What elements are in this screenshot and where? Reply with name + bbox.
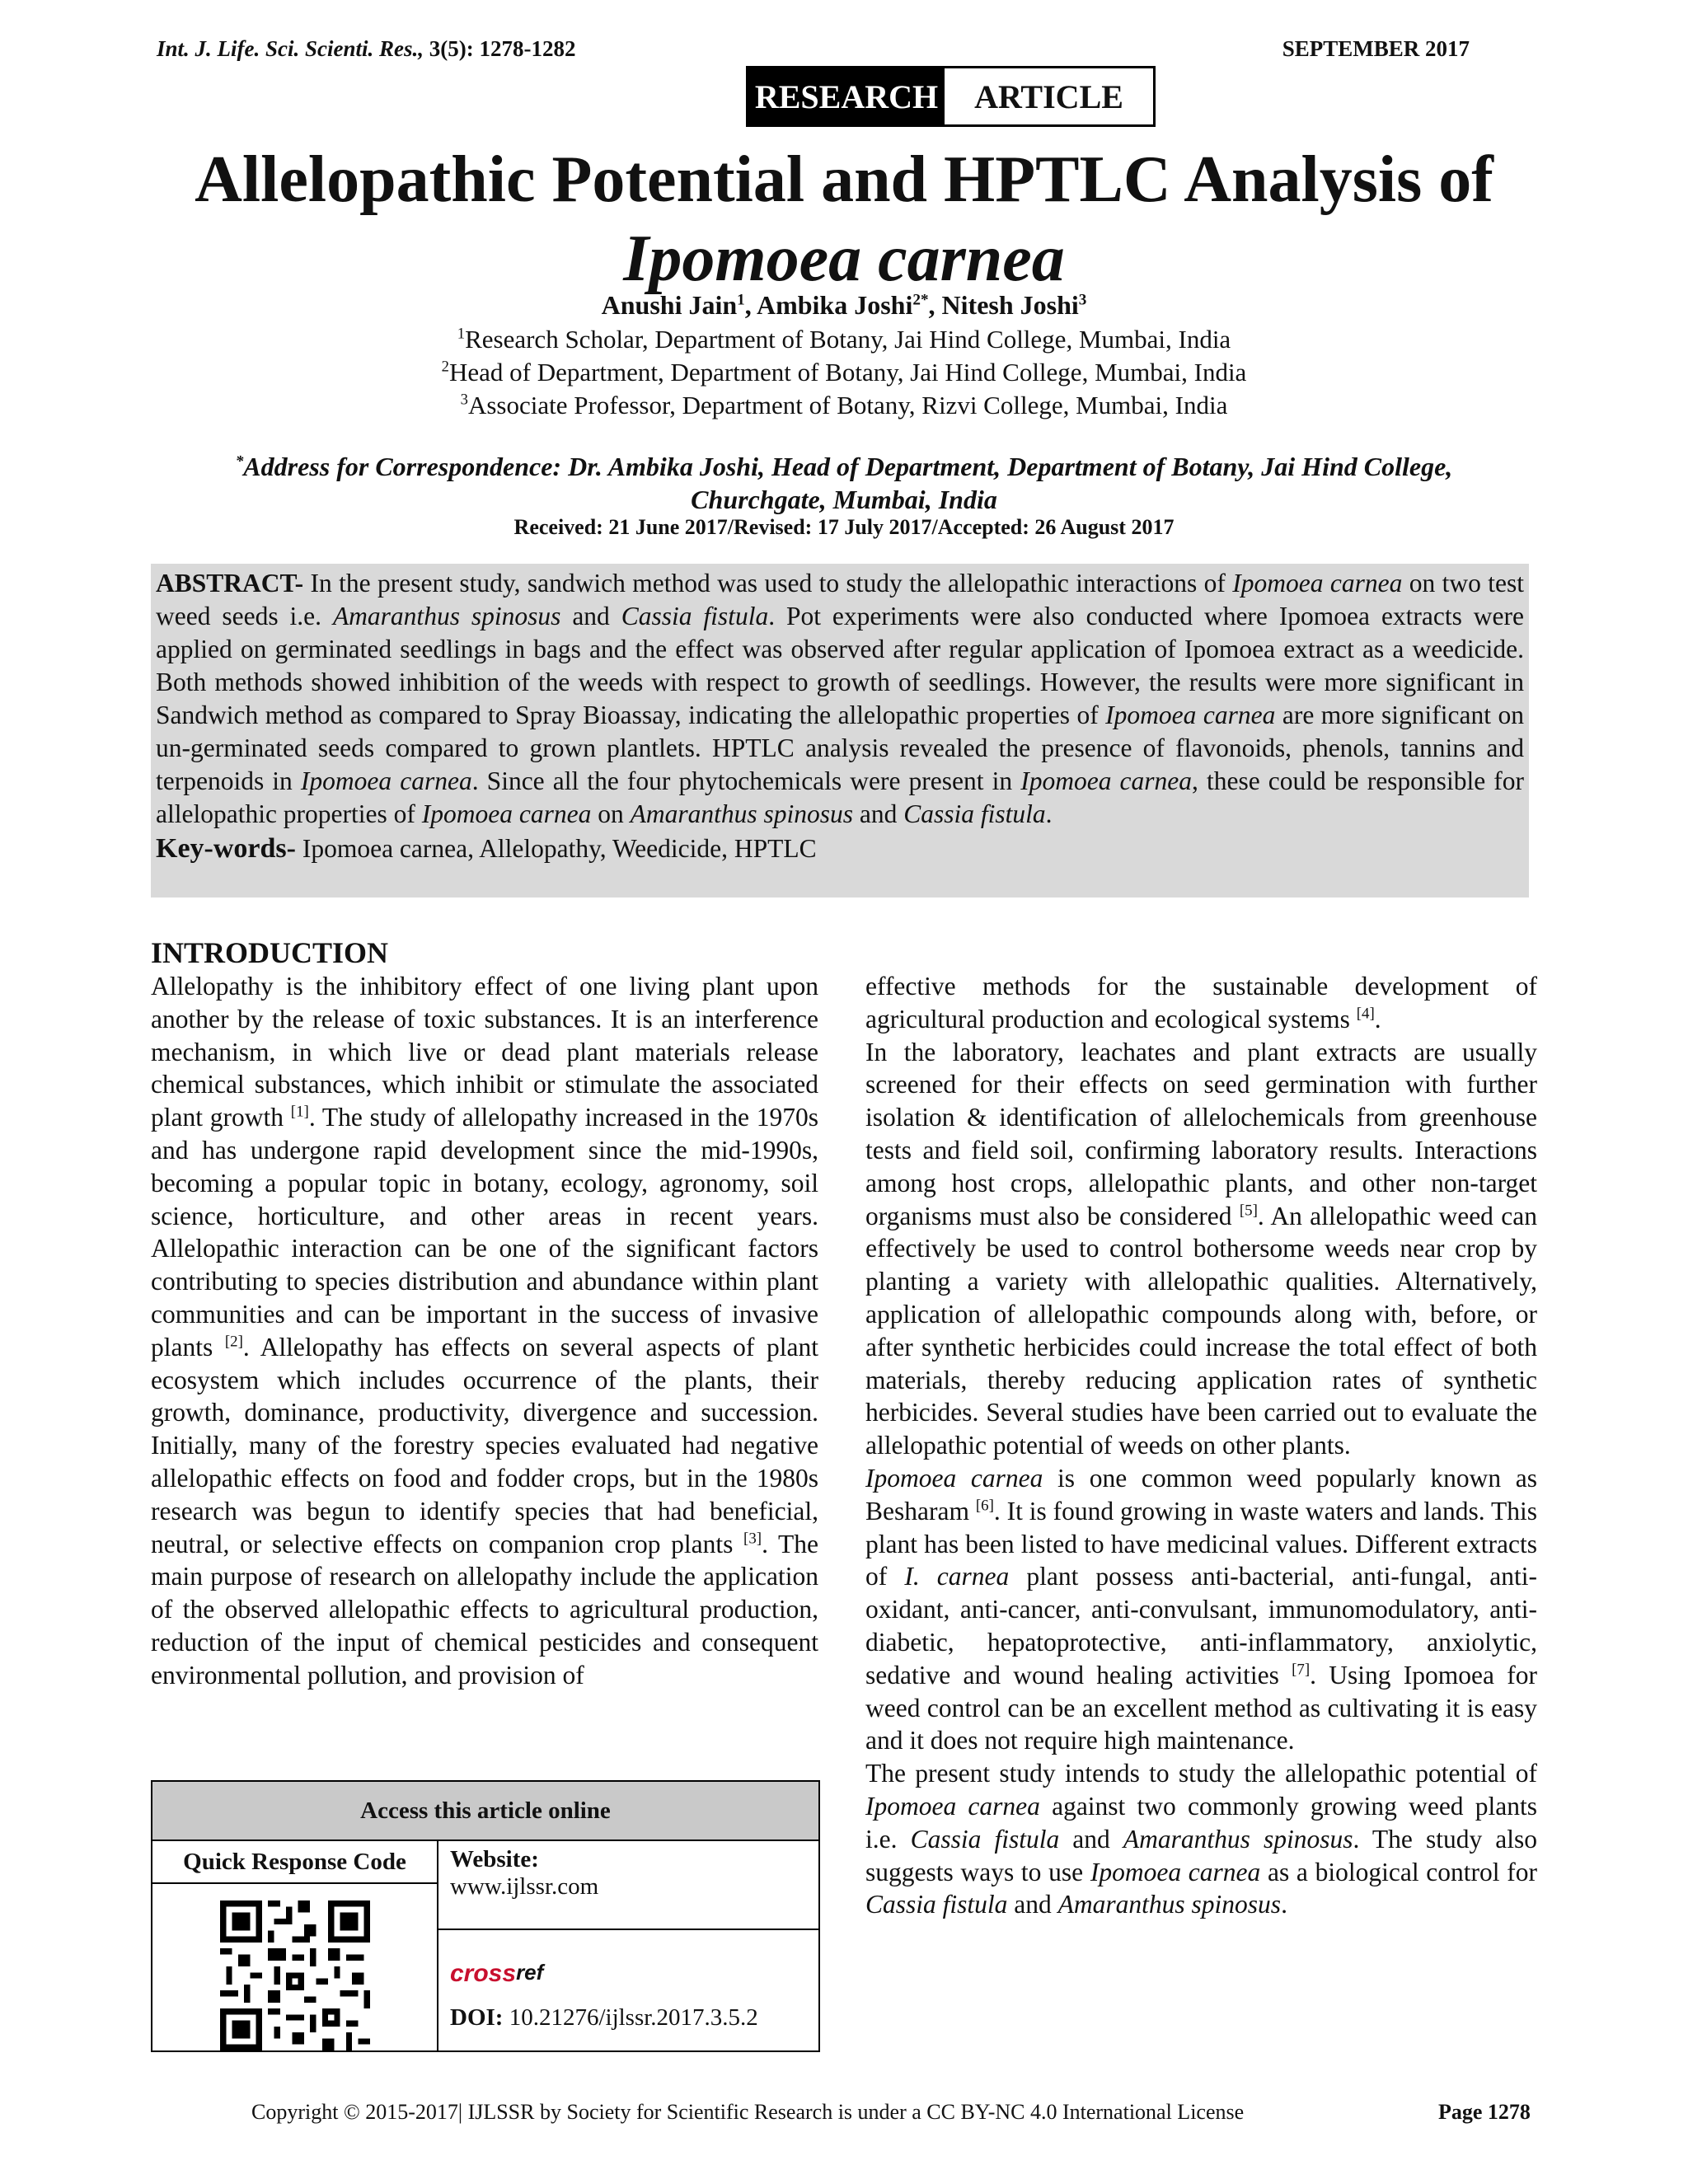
paper-title [132,140,1556,298]
correspondence-sup: * [235,452,244,471]
title-line-1: Allelopathic Potential and HPTLC Analysis of [195,143,1493,216]
abstract-text: ABSTRACT- In the present study, sandwich method was used to study the allelopathic interactions of Ipomoea carnea on two test weed seeds i.e. Amaranthus spinosus and Cassia fistula. Pot experiments were also conducted where Ipomoea extracts were applied on germinated seedlings in bags and the effect was observed after regular application of Ipomoea extract as a weedicide. Both methods showed inhibition of the weeds with respect to growth of seedlings. However, the results were more significant in Sandwich method as compared to Spray Bioassay, indicating the allelopathic properties of Ipomoea carnea are more significant on un-germinated seeds compared to grown plantlets. HPTLC analysis revealed the presence of flavonoids, phenols, tannins and terpenoids in Ipomoea carnea. Since all the four phytochemicals were present in Ipomoea carnea, these could be responsible for allelopathic properties of Ipomoea carnea on Amaranthus spinosus and Cassia fistula. [156,569,1525,828]
qr-code-icon[interactable] [220,1900,370,2050]
author-name: Ambika Joshi [756,290,913,320]
journal-volume: 3(5): 1278-1282 [429,36,576,61]
qr-label: Quick Response Code [152,1841,437,1884]
abstract-box [151,564,1529,898]
submission-dates: Received: 21 June 2017/Revised: 17 July 2017/Accepted: 26 August 2017 [513,515,1175,539]
website-label: Website: [450,1846,539,1872]
intro-paragraph: In the laboratory, leachates and plant extracts are usually screened for their effects on seed germination with further isolation & identification of allelochemicals from greenhouse tests and field soil, confirming laboratory results. Interactions among host crops, allelopathic plants, and other non-target organisms must also be considered [5]. An allelopathic weed can effectively be used to control bothersome weeds near crop by planting a variety with allelopathic qualities. Alternatively, application of allelopathic compounds along with, before, or after synthetic herbicides could increase the total effect of both materials, thereby reducing application rates of synthetic herbicides. Several studies have been carried out to evaluate the allelopathic potential of weeds on other plants. [865,1037,1537,1460]
affiliation-text: Associate Professor, Department of Botany, Rizvi College, Mumbai, India [467,391,1228,419]
affiliation-sup: 1 [457,325,466,343]
citation-ref: [7] [1292,1661,1311,1679]
author-sup: 1 [737,291,745,309]
correspondence-line-1: Address for Correspondence: Dr. Ambika Joshi, Head of Department, Department of Botany, Jai Hind College, [243,452,1453,481]
intro-left-column [151,935,818,1692]
intro-paragraph: The present study intends to study the allelopathic potential of Ipomoea carnea against two commonly growing weed plants i.e. Cassia fistula and Amaranthus spinosus. The study also suggests ways to use Ipomoea carnea as a biological control for Cassia fistula and Amaranthus spinosus. [865,1759,1538,1919]
keywords [156,832,1524,865]
citation-ref: [1] [290,1103,309,1121]
journal-citation [157,36,575,62]
access-online-box [151,1780,820,2052]
intro-right-column [865,970,1537,1921]
affiliation [132,325,1556,354]
intro-paragraph: Ipomoea carnea is one common weed popularly known as Besharam [6]. It is found growing in waste waters and lands. This plant has been listed to have medicinal values. Different extracts of I. carnea plant possess anti-bacterial, anti-fungal, anti-oxidant, anti-cancer, anti-convulsant, immunomodulatory, anti-diabetic, hepatoprotective, anti-inflammatory, anxiolytic, sedative and wound healing activities [7]. Using Ipomoea for weed control can be an excellent method as cultivating it is easy and it does not require high maintenance. [865,1463,1537,1755]
affiliation [132,358,1556,387]
author-sup: 3 [1078,291,1087,309]
citation-ref: [4] [1356,1005,1375,1023]
doi-line [450,2004,807,2032]
access-heading: Access this article online [152,1782,818,1841]
website-cell [438,1841,818,1930]
doi-value[interactable]: 10.21276/ijlssr.2017.3.5.2 [503,2004,758,2031]
article-type-badge [746,66,1156,127]
article-type-article: ARTICLE [974,77,1123,115]
citation-ref: [2] [224,1333,243,1351]
author-name: Nitesh Joshi [941,290,1079,320]
website-link[interactable]: www.ijlssr.com [450,1873,599,1900]
citation-ref: [6] [975,1497,994,1515]
author-name: Anushi Jain [601,290,738,320]
correspondence-line-2: Churchgate, Mumbai, India [691,485,997,514]
intro-paragraph: effective methods for the sustainable development of agricultural production and ecological systems [4]. [865,972,1537,1033]
crossref-logo-icon: crossref [450,1960,544,1987]
citation-ref: [5] [1239,1202,1258,1220]
copyright-notice: Copyright © 2015-2017| IJLSSR by Society for Scientific Research is under a CC BY-NC 4.0 International License [251,2100,1245,2124]
keywords-label: Key-words- [156,833,296,864]
correspondence-address [132,450,1556,516]
affiliation-sup: 2 [441,358,449,376]
article-type-research: RESEARCH [748,68,945,124]
author-list: Anushi Jain$^1$, Ambika Joshi$^{2*}$, Nitesh Joshi$^3$ [601,290,1087,320]
intro-paragraph: Allelopathy is the inhibitory effect of one living plant upon another by the release of toxic substances. It is an interference mechanism, in which live or dead plant materials release chemical substances, which inhibit or stimulate the associated plant growth [1]. The study of allelopathy increased in the 1970s and has undergone rapid development since the mid-1990s, becoming a popular topic in botany, ecology, agronomy, soil science, horticulture, and other areas in recent years. Allelopathic interaction can be one of the significant factors contributing to species distribution and abundance within plant communities and can be important in the success of invasive plants [2]. Allelopathy has effects on several aspects of plant ecosystem which includes occurrence of the plants, their growth, dominance, productivity, divergence and succession. Initially, many of the forestry species evaluated had negative allelopathic effects on food and fodder crops, but in the 1980s research was begun to identify species that had beneficial, neutral, or selective effects on companion crop plants [3]. The main purpose of research on allelopathy include the application of the observed allelopathic effects to agricultural production, reduction of the input of chemical pesticides and consequent environmental pollution, and provision of [151,972,818,1690]
affiliation [132,391,1556,420]
issue-date: SEPTEMBER 2017 [1282,36,1470,61]
doi-label: DOI: [450,2004,504,2031]
section-heading-introduction: INTRODUCTION [151,936,389,969]
author-sup: 2* [912,291,929,309]
affiliation-sup: 3 [460,391,468,409]
page-number: Page 1278 [1438,2100,1531,2124]
citation-ref: [3] [743,1530,762,1548]
affiliation-text: Head of Department, Department of Botany, Jai Hind College, Mumbai, India [448,358,1247,387]
journal-name: Int. J. Life. Sci. Scienti. Res., [157,36,424,61]
abstract-label: ABSTRACT- [156,569,304,598]
keywords-list: Ipomoea carnea, Allelopathy, Weedicide, HPTLC [295,834,817,863]
title-line-2: Ipomoea carnea [623,223,1065,295]
affiliation-text: Research Scholar, Department of Botany, Jai Hind College, Mumbai, India [465,325,1231,354]
